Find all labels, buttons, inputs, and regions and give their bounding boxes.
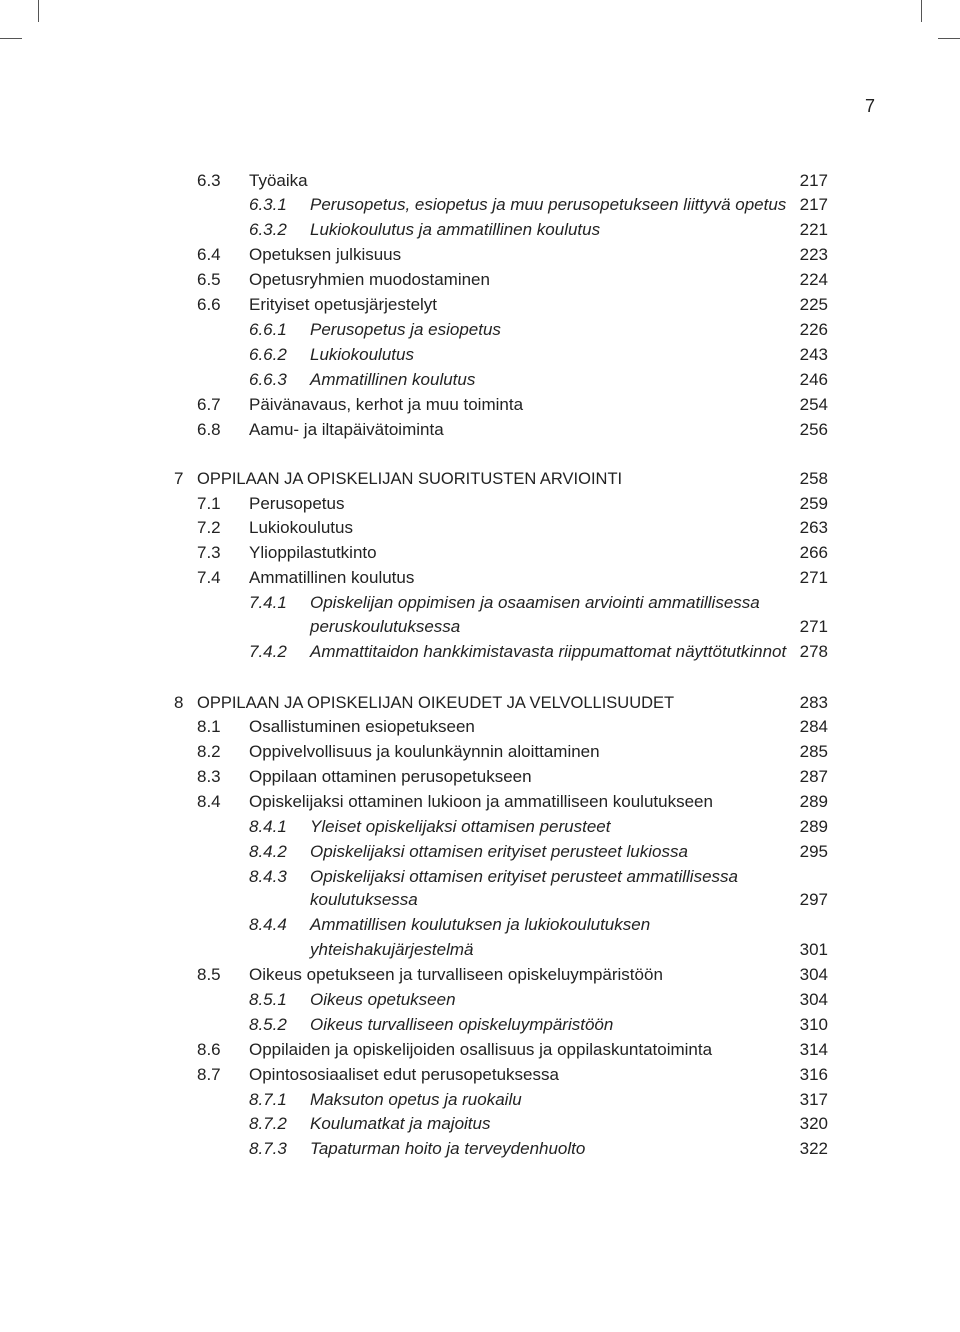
toc-page-number: 256 xyxy=(799,420,828,439)
toc-page-number: 217 xyxy=(799,171,828,190)
toc-title: Aamu- ja iltapäivätoiminta xyxy=(249,420,444,439)
toc-page-number: 246 xyxy=(799,370,828,389)
toc-number: 6.6.1 xyxy=(249,320,287,339)
toc-title: Opiskelijaksi ottamisen erityiset perusteet lukiossa xyxy=(310,842,688,861)
toc-title: Ammatillinen koulutus xyxy=(249,568,415,587)
toc-page-number: 225 xyxy=(799,295,828,314)
toc-title: Ammatillisen koulutuksen ja lukiokoulutuksen xyxy=(310,915,651,934)
toc-entry[interactable] xyxy=(0,493,960,515)
toc-title: OPPILAAN JA OPISKELIJAN OIKEUDET JA VELVOLLISUUDET xyxy=(197,694,675,712)
toc-entry[interactable] xyxy=(0,369,960,391)
toc-entry[interactable] xyxy=(0,567,960,589)
toc-entry[interactable] xyxy=(0,1138,960,1160)
toc-page-number: 289 xyxy=(799,817,828,836)
toc-number: 8.2 xyxy=(197,742,221,761)
toc-entry[interactable] xyxy=(0,1089,960,1111)
toc-title: Perusopetus ja esiopetus xyxy=(310,320,501,339)
toc-page-number: 224 xyxy=(799,270,828,289)
toc-entry[interactable] xyxy=(0,1014,960,1036)
toc-entry[interactable] xyxy=(0,866,960,888)
toc-number: 8.3 xyxy=(197,767,221,786)
toc-title: OPPILAAN JA OPISKELIJAN SUORITUSTEN ARVIOINTI xyxy=(197,470,623,488)
toc-entry[interactable] xyxy=(0,170,960,192)
toc-number: 8.5.1 xyxy=(249,990,287,1009)
toc-entry[interactable] xyxy=(0,964,960,986)
toc-entry[interactable] xyxy=(0,194,960,216)
toc-page-number: 271 xyxy=(799,568,828,587)
toc-title: Oppilaiden ja opiskelijoiden osallisuus ja oppilaskuntatoiminta xyxy=(249,1040,713,1059)
toc-entry[interactable] xyxy=(0,914,960,936)
toc-entry-continuation[interactable] xyxy=(0,616,960,638)
toc-number: 7 xyxy=(174,469,184,488)
toc-number: 8.7 xyxy=(197,1065,221,1084)
toc-entry[interactable] xyxy=(0,294,960,316)
toc-title: Koulumatkat ja majoitus xyxy=(310,1114,491,1133)
toc-page-number: 317 xyxy=(799,1090,828,1109)
toc-page-number: 226 xyxy=(799,320,828,339)
toc-title: Oikeus opetukseen xyxy=(310,990,456,1009)
toc-number: 6.3.2 xyxy=(249,220,287,239)
toc-number: 8.4.2 xyxy=(249,842,287,861)
toc-entry-continuation[interactable] xyxy=(0,939,960,961)
toc-page-number: 295 xyxy=(799,842,828,861)
toc-chapter[interactable] xyxy=(0,468,960,490)
toc-entry[interactable] xyxy=(0,989,960,1011)
toc-page-number: 223 xyxy=(799,245,828,264)
toc-number: 7.4 xyxy=(197,568,221,587)
toc-page-number: 259 xyxy=(799,494,828,513)
toc-title: Oppivelvollisuus ja koulunkäynnin aloittaminen xyxy=(249,742,600,761)
toc-number: 6.6.3 xyxy=(249,370,287,389)
toc-entry-continuation[interactable] xyxy=(0,889,960,911)
toc-entry[interactable] xyxy=(0,269,960,291)
toc-number: 8.6 xyxy=(197,1040,221,1059)
toc-page-number: 283 xyxy=(799,693,828,712)
toc-title: Työaika xyxy=(249,171,308,190)
toc-number: 6.4 xyxy=(197,245,221,264)
toc-number: 8.4.4 xyxy=(249,915,287,934)
toc-page-number: 271 xyxy=(799,617,828,636)
toc-entry[interactable] xyxy=(0,766,960,788)
toc-number: 6.6 xyxy=(197,295,221,314)
toc-title: Opiskelijaksi ottaminen lukioon ja ammatilliseen koulutukseen xyxy=(249,792,713,811)
toc-title: Opetusryhmien muodostaminen xyxy=(249,270,490,289)
toc-entry[interactable] xyxy=(0,344,960,366)
toc-number: 6.5 xyxy=(197,270,221,289)
toc-page-number: 304 xyxy=(799,990,828,1009)
toc-page-number: 258 xyxy=(799,469,828,488)
toc-number: 8.4.3 xyxy=(249,867,287,886)
toc-number: 8.7.3 xyxy=(249,1139,287,1158)
toc-number: 6.7 xyxy=(197,395,221,414)
toc-number: 8.7.2 xyxy=(249,1114,287,1133)
toc-entry[interactable] xyxy=(0,542,960,564)
toc-title: Erityiset opetusjärjestelyt xyxy=(249,295,438,314)
toc-title: yhteishakujärjestelmä xyxy=(310,940,474,959)
toc-page-number: 254 xyxy=(799,395,828,414)
toc-entry[interactable] xyxy=(0,841,960,863)
toc-number: 8.4.1 xyxy=(249,817,287,836)
toc-entry[interactable] xyxy=(0,319,960,341)
toc-number: 8 xyxy=(174,693,184,712)
toc-number: 8.5.2 xyxy=(249,1015,287,1034)
toc-title: Lukiokoulutus xyxy=(310,345,414,364)
toc-page-number: 310 xyxy=(799,1015,828,1034)
toc-title: Ylioppilastutkinto xyxy=(249,543,377,562)
toc-page-number: 285 xyxy=(799,742,828,761)
toc-entry[interactable] xyxy=(0,816,960,838)
toc-entry[interactable] xyxy=(0,219,960,241)
toc-title: Ammattitaidon hankkimistavasta riippumattomat näyttötutkinnot xyxy=(310,642,787,661)
toc-entry[interactable] xyxy=(0,1113,960,1135)
toc-entry[interactable] xyxy=(0,244,960,266)
toc-title: Perusopetus xyxy=(249,494,345,513)
toc-page-number: 266 xyxy=(799,543,828,562)
toc-page-number: 284 xyxy=(799,717,828,736)
toc-chapter[interactable] xyxy=(0,692,960,714)
toc-entry[interactable] xyxy=(0,394,960,416)
toc-entry[interactable] xyxy=(0,1064,960,1086)
toc-page-number: 297 xyxy=(799,890,828,909)
toc-number: 6.3.1 xyxy=(249,195,287,214)
toc-title: Oikeus turvalliseen opiskeluympäristöön xyxy=(310,1015,614,1034)
toc-title: Opiskelijaksi ottamisen erityiset perusteet ammatillisessa xyxy=(310,867,738,886)
toc-title: Opintososiaaliset edut perusopetuksessa xyxy=(249,1065,559,1084)
toc-title: Perusopetus, esiopetus ja muu perusopetukseen liittyvä opetus xyxy=(310,195,787,214)
toc-page-number: 278 xyxy=(799,642,828,661)
toc-page-number: 263 xyxy=(799,518,828,537)
toc-title: Maksuton opetus ja ruokailu xyxy=(310,1090,522,1109)
toc-page-number: 301 xyxy=(799,940,828,959)
toc-title: Osallistuminen esiopetukseen xyxy=(249,717,475,736)
toc-number: 7.3 xyxy=(197,543,221,562)
toc-title: Lukiokoulutus ja ammatillinen koulutus xyxy=(310,220,601,239)
toc-title: koulutuksessa xyxy=(310,890,418,909)
toc-title: Oikeus opetukseen ja turvalliseen opiskeluympäristöön xyxy=(249,965,663,984)
toc-number: 8.5 xyxy=(197,965,221,984)
toc-entry[interactable] xyxy=(0,641,960,663)
toc-number: 7.4.2 xyxy=(249,642,287,661)
toc-page-number: 320 xyxy=(799,1114,828,1133)
toc-page-number: 314 xyxy=(799,1040,828,1059)
toc-number: 7.2 xyxy=(197,518,221,537)
toc-page-number: 304 xyxy=(799,965,828,984)
toc-page-number: 322 xyxy=(799,1139,828,1158)
toc-title: Päivänavaus, kerhot ja muu toiminta xyxy=(249,395,524,414)
toc-entry[interactable] xyxy=(0,1039,960,1061)
toc-page-number: 287 xyxy=(799,767,828,786)
toc-number: 6.8 xyxy=(197,420,221,439)
toc-entry[interactable] xyxy=(0,741,960,763)
toc-number: 8.1 xyxy=(197,717,221,736)
toc-number: 7.1 xyxy=(197,494,221,513)
toc-title: Opetuksen julkisuus xyxy=(249,245,402,264)
toc-page-number: 221 xyxy=(799,220,828,239)
toc-page-number: 217 xyxy=(799,195,828,214)
toc-entry[interactable] xyxy=(0,592,960,614)
toc-entry[interactable] xyxy=(0,419,960,441)
toc-title: peruskoulutuksessa xyxy=(310,617,461,636)
toc-number: 8.7.1 xyxy=(249,1090,287,1109)
toc-number: 8.4 xyxy=(197,792,221,811)
toc-title: Ammatillinen koulutus xyxy=(310,370,476,389)
toc-page-number: 243 xyxy=(799,345,828,364)
toc-title: Opiskelijan oppimisen ja osaamisen arviointi ammatillisessa xyxy=(310,593,760,612)
toc-number: 7.4.1 xyxy=(249,593,287,612)
toc-number: 6.3 xyxy=(197,171,221,190)
toc-entry[interactable] xyxy=(0,716,960,738)
toc-title: Yleiset opiskelijaksi ottamisen perusteet xyxy=(310,817,611,836)
toc-entry[interactable] xyxy=(0,517,960,539)
page-number: 7 xyxy=(864,96,875,116)
toc-title: Lukiokoulutus xyxy=(249,518,353,537)
toc-page-number: 289 xyxy=(799,792,828,811)
toc-title: Oppilaan ottaminen perusopetukseen xyxy=(249,767,532,786)
toc-page-number: 316 xyxy=(799,1065,828,1084)
toc-number: 6.6.2 xyxy=(249,345,287,364)
toc-entry[interactable] xyxy=(0,791,960,813)
toc-title: Tapaturman hoito ja terveydenhuolto xyxy=(310,1139,586,1158)
